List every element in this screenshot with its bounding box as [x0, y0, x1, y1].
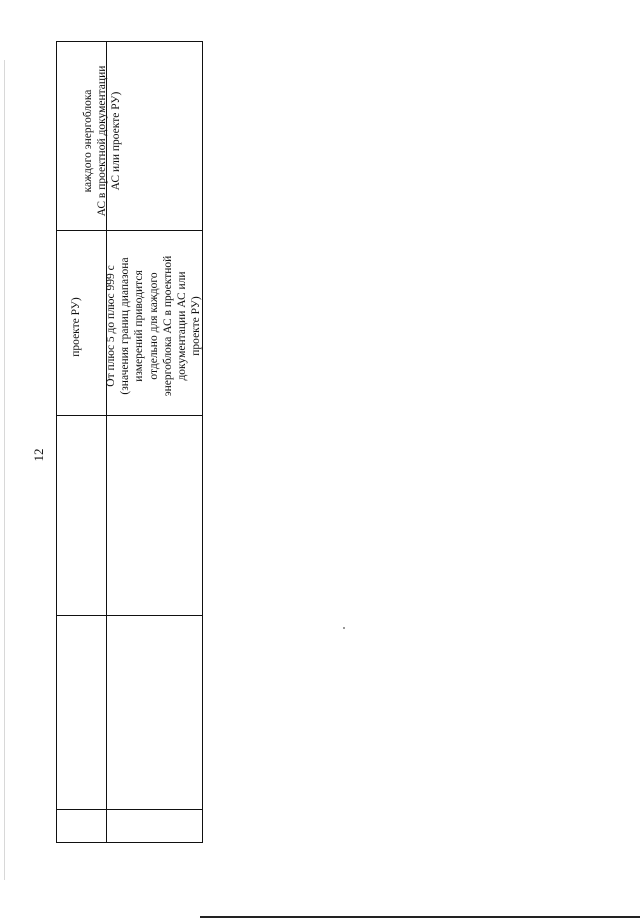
table-border: [56, 842, 203, 843]
body-cell-range: От плюс 5 до плюс 999 с (значения границ диапазона измерений приводится отдельно для каждого энергоблока АС в проектной документации АС или проекте РУ): [105, 255, 203, 397]
header-cell-note: каждого энергоблока АС в проектной документации АС или проекте РУ): [82, 65, 123, 217]
page-number: 12: [31, 448, 46, 462]
table-border: [56, 615, 203, 616]
table-border: [202, 41, 203, 843]
scan-edge: [4, 60, 5, 880]
table-border: [56, 41, 57, 843]
table-border: [56, 809, 203, 810]
table-border: [56, 41, 203, 42]
scan-edge: [200, 916, 640, 918]
table-border: [56, 415, 203, 416]
header-cell-range: проекте РУ): [70, 297, 82, 357]
rotated-table: [56, 41, 203, 843]
table-border: [56, 230, 203, 231]
scan-speck: [343, 627, 345, 629]
